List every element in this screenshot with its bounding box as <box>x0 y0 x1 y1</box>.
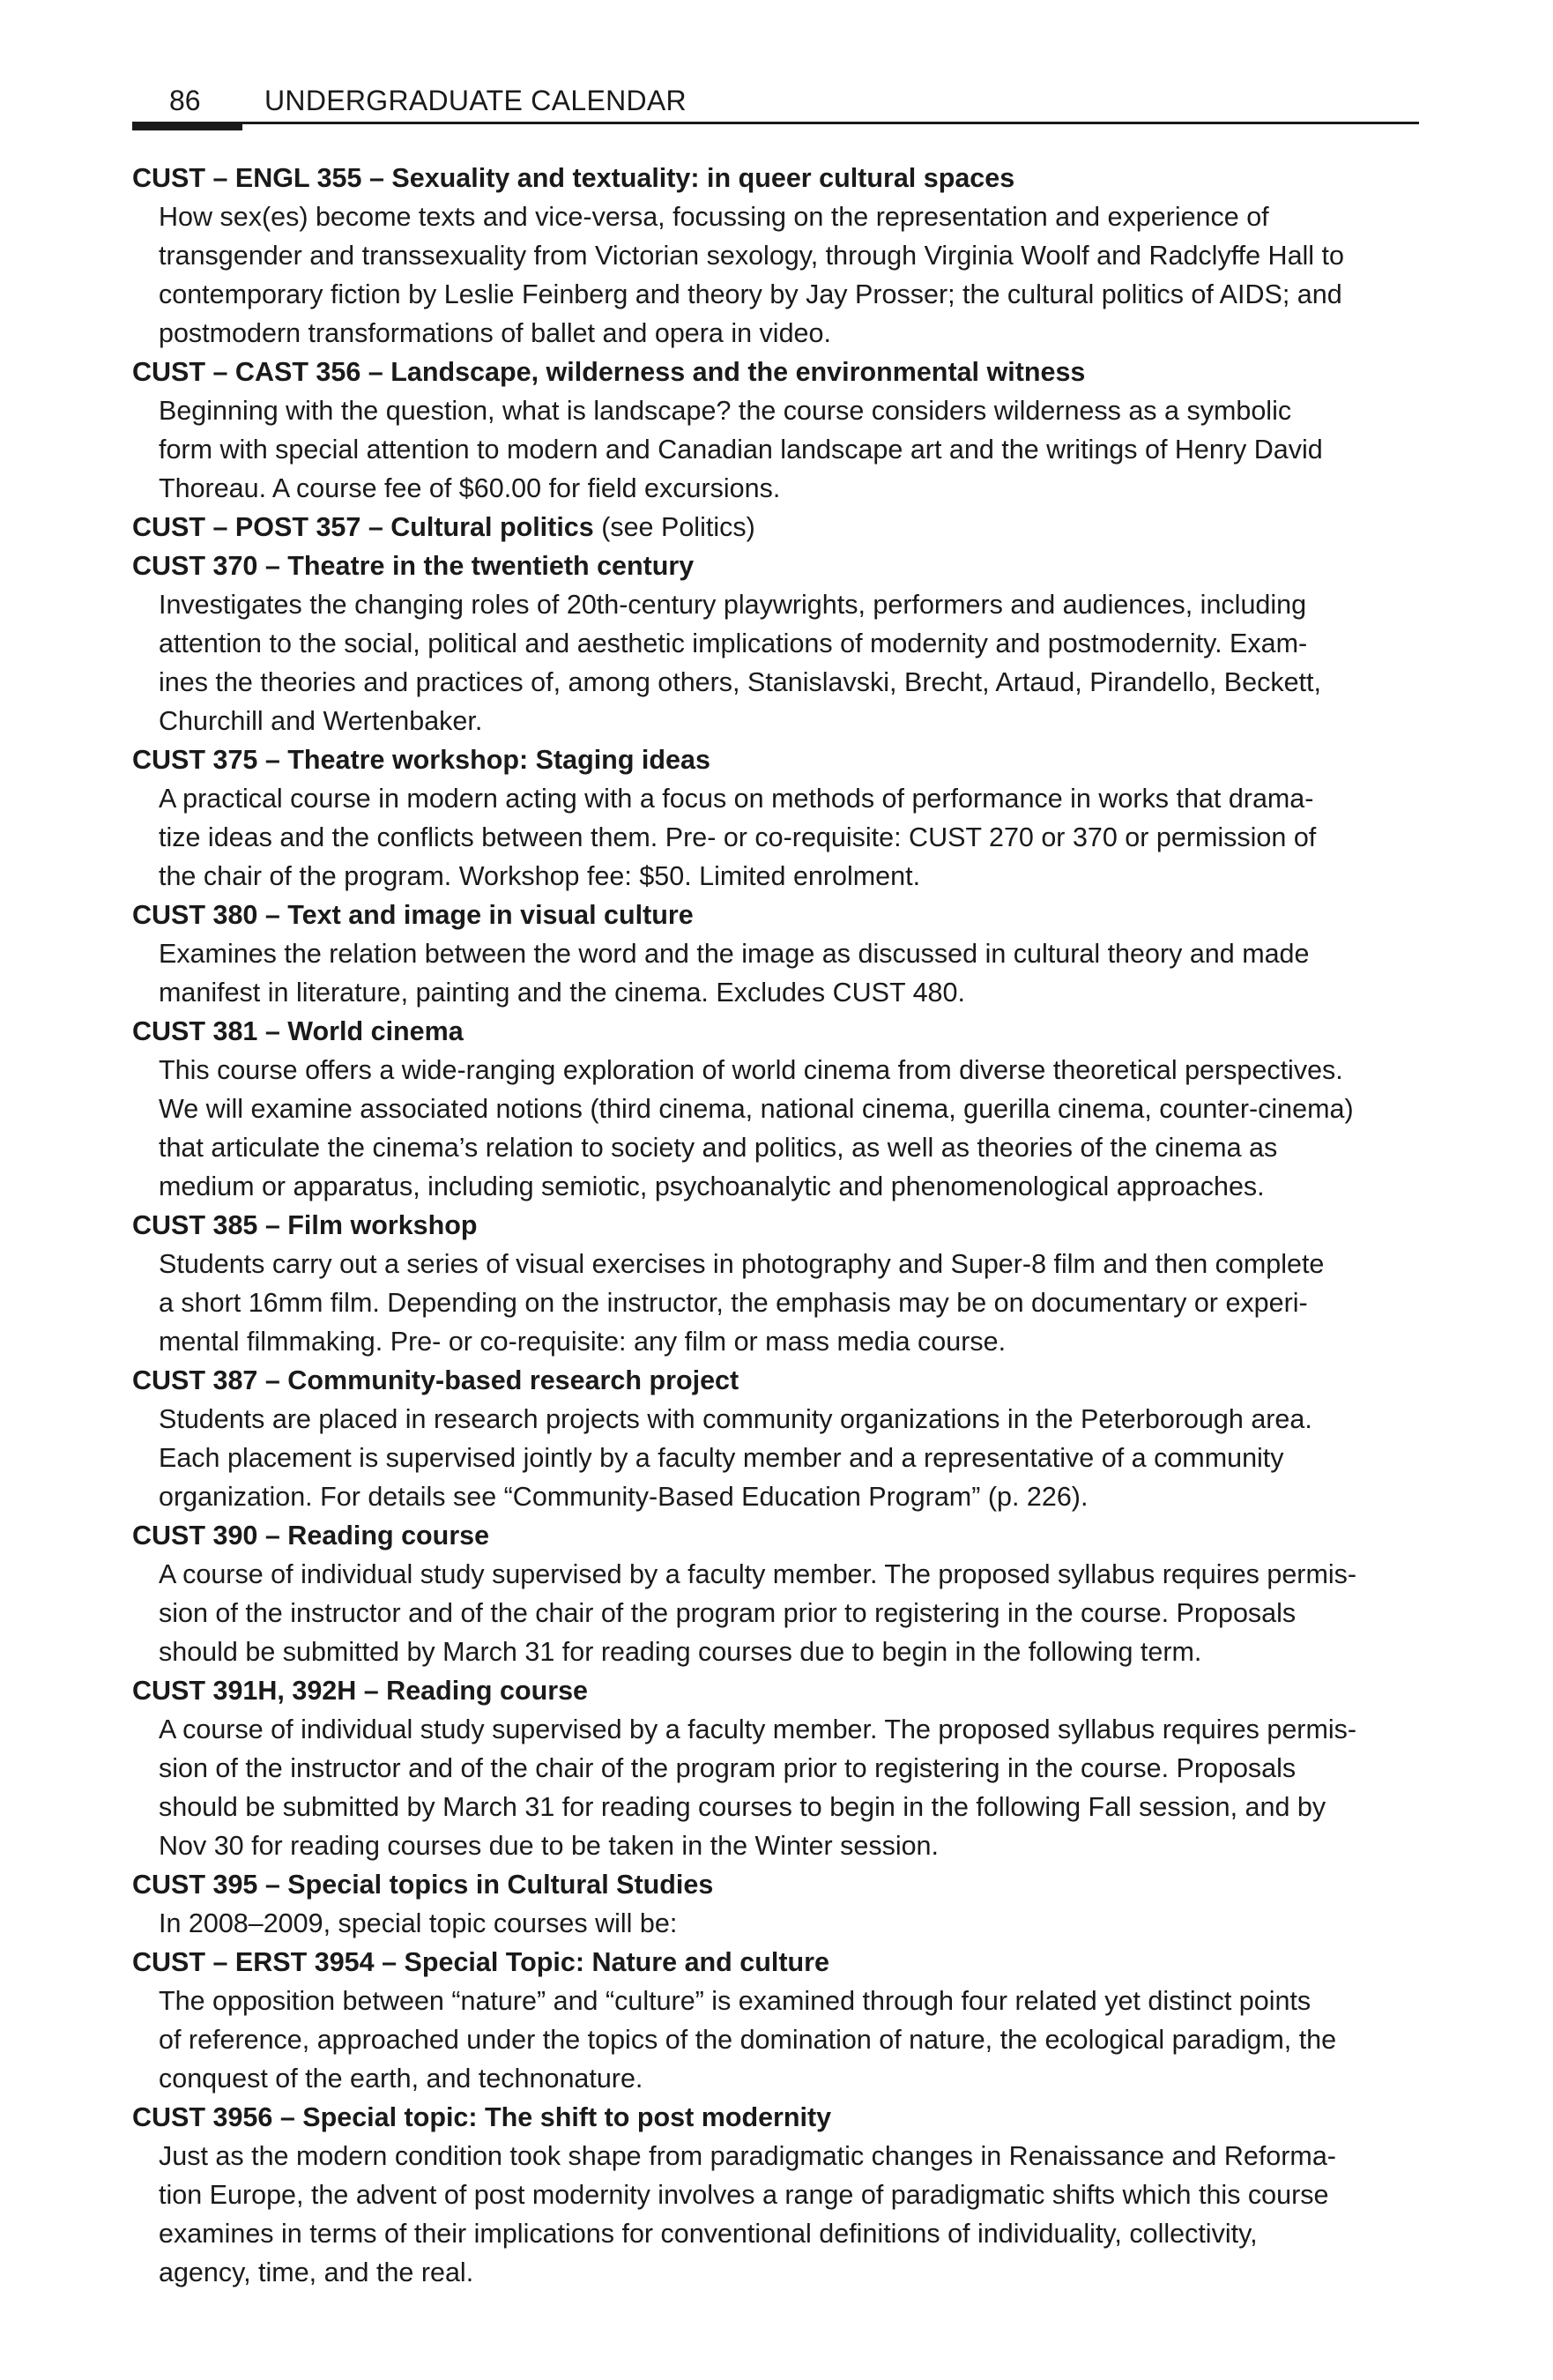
course-title <box>132 508 1421 547</box>
course-description-line: We will examine associated notions (third cinema, national cinema, guerilla cinema, counter-cinema) <box>159 1094 1354 1124</box>
course-description-line: should be submitted by March 31 for reading courses to begin in the following Fall session, and by <box>159 1792 1326 1822</box>
course-title <box>132 1361 1421 1400</box>
course-description-line: agency, time, and the real. <box>159 2257 474 2287</box>
course-description-line: Just as the modern condition took shape from paradigmatic changes in Renaissance and Reforma- <box>159 2141 1336 2171</box>
course-description-line: ines the theories and practices of, among others, Stanislavski, Brecht, Artaud, Pirandello, Beckett, <box>159 667 1321 697</box>
course-entry <box>132 1361 1421 1516</box>
course-entry <box>132 1943 1421 2098</box>
course-description-line: examines in terms of their implications for conventional definitions of individuality, collectivity, <box>159 2219 1258 2249</box>
course-title-text: CUST – ERST 3954 – Special Topic: Nature and culture <box>132 1947 829 1977</box>
running-title: UNDERGRADUATE CALENDAR <box>264 85 687 116</box>
course-description-line: Examines the relation between the word and the image as discussed in cultural theory and made <box>159 939 1310 969</box>
course-title-text: CUST 375 – Theatre workshop: Staging ideas <box>132 745 710 775</box>
course-title-text: CUST 391H, 392H – Reading course <box>132 1676 588 1706</box>
course-title-text: CUST 3956 – Special topic: The shift to post modernity <box>132 2102 832 2132</box>
course-title <box>132 547 1421 585</box>
course-entry <box>132 353 1421 508</box>
course-title <box>132 1012 1421 1051</box>
course-title-text: CUST 370 – Theatre in the twentieth century <box>132 551 695 581</box>
course-description-line: postmodern transformations of ballet and opera in video. <box>159 318 831 348</box>
course-title <box>132 740 1421 779</box>
course-description-line: the chair of the program. Workshop fee: $50. Limited enrolment. <box>159 861 921 891</box>
course-cross-reference: (see Politics) <box>593 512 755 542</box>
course-description-line: transgender and transsexuality from Victorian sexology, through Virginia Woolf and Radclyffe Hall to <box>159 241 1344 271</box>
course-description-line: Students carry out a series of visual exercises in photography and Super-8 film and then complete <box>159 1249 1325 1279</box>
course-title <box>132 1516 1421 1555</box>
course-title-text: CUST – CAST 356 – Landscape, wilderness and the environmental witness <box>132 357 1086 387</box>
course-description-line: sion of the instructor and of the chair of the program prior to registering in the course. Proposals <box>159 1753 1297 1783</box>
course-description-line: A course of individual study supervised by a faculty member. The proposed syllabus requires permis- <box>159 1714 1357 1744</box>
page-number: 86 <box>169 85 201 116</box>
course-entry <box>132 740 1421 896</box>
course-entry <box>132 508 1421 547</box>
course-description-line: conquest of the earth, and technonature. <box>159 2064 643 2094</box>
course-title <box>132 1206 1421 1245</box>
course-entry <box>132 1516 1421 1671</box>
course-entry <box>132 547 1421 740</box>
course-title-text: CUST 381 – World cinema <box>132 1016 464 1046</box>
course-description-line: Thoreau. A course fee of $60.00 for field excursions. <box>159 473 781 503</box>
course-description-line: tize ideas and the conflicts between them. Pre- or co-requisite: CUST 270 or 370 or permission of <box>159 822 1317 852</box>
course-entry <box>132 896 1421 1012</box>
course-title <box>132 159 1421 197</box>
course-description-line: attention to the social, political and aesthetic implications of modernity and postmodernity. Exam- <box>159 628 1308 658</box>
course-description-line: mental filmmaking. Pre- or co-requisite: any film or mass media course. <box>159 1327 1007 1357</box>
course-entry <box>132 1206 1421 1361</box>
course-description-line: Students are placed in research projects with community organizations in the Peterborough area. <box>159 1404 1312 1434</box>
course-description-line: that articulate the cinema’s relation to society and politics, as well as theories of the cinema as <box>159 1133 1278 1163</box>
course-title-text: CUST 390 – Reading course <box>132 1521 490 1551</box>
course-description-line: A course of individual study supervised by a faculty member. The proposed syllabus requires permis- <box>159 1559 1357 1589</box>
course-title-text: CUST 387 – Community-based research project <box>132 1365 739 1395</box>
header-tab-mark <box>132 122 242 130</box>
course-description-line: sion of the instructor and of the chair of the program prior to registering in the course. Proposals <box>159 1598 1297 1628</box>
course-description-line: medium or apparatus, including semiotic, psychoanalytic and phenomenological approaches. <box>159 1171 1265 1201</box>
header-rule <box>132 122 1419 124</box>
course-description-line: Beginning with the question, what is landscape? the course considers wilderness as a symbolic <box>159 396 1292 426</box>
course-title-text: CUST 380 – Text and image in visual culture <box>132 900 694 930</box>
course-title <box>132 896 1421 934</box>
course-title <box>132 1865 1421 1904</box>
course-entry <box>132 1012 1421 1206</box>
course-title-text: CUST 395 – Special topics in Cultural Studies <box>132 1870 714 1900</box>
course-description-line: manifest in literature, painting and the cinema. Excludes CUST 480. <box>159 978 965 1008</box>
course-title <box>132 353 1421 391</box>
course-entry <box>132 159 1421 353</box>
course-description-line: contemporary fiction by Leslie Feinberg and theory by Jay Prosser; the cultural politics of AIDS; and <box>159 279 1342 309</box>
course-entry <box>132 1671 1421 1865</box>
course-description-line: How sex(es) become texts and vice-versa, focussing on the representation and experience of <box>159 202 1269 232</box>
course-description-line: In 2008–2009, special topic courses will be: <box>159 1908 678 1938</box>
course-entry <box>132 1865 1421 1943</box>
course-description-line: organization. For details see “Community-Based Education Program” (p. 226). <box>159 1482 1089 1512</box>
course-description-line: A practical course in modern acting with a focus on methods of performance in works that drama- <box>159 784 1314 814</box>
course-title-text: CUST – POST 357 – Cultural politics <box>132 512 594 542</box>
course-entry <box>132 2098 1421 2292</box>
course-description-line: Each placement is supervised jointly by a faculty member and a representative of a community <box>159 1443 1284 1473</box>
course-description-line: form with special attention to modern and Canadian landscape art and the writings of Henry David <box>159 435 1323 465</box>
course-description-line: Investigates the changing roles of 20th-century playwrights, performers and audiences, including <box>159 590 1307 620</box>
page-header <box>132 83 1419 136</box>
course-description-line: Nov 30 for reading courses due to be taken in the Winter session. <box>159 1831 939 1861</box>
course-description-line: This course offers a wide-ranging exploration of world cinema from diverse theoretical perspectives. <box>159 1055 1343 1085</box>
course-title-text: CUST – ENGL 355 – Sexuality and textuality: in queer cultural spaces <box>132 163 1015 193</box>
course-title <box>132 1943 1421 1982</box>
course-title <box>132 1671 1421 1710</box>
course-title <box>132 2098 1421 2137</box>
course-description-line: a short 16mm film. Depending on the instructor, the emphasis may be on documentary or experi- <box>159 1288 1308 1318</box>
course-listing <box>132 159 1421 2292</box>
course-description-line: of reference, approached under the topics of the domination of nature, the ecological paradigm, the <box>159 2025 1337 2055</box>
course-description-line: should be submitted by March 31 for reading courses due to begin in the following term. <box>159 1637 1202 1667</box>
course-description-line: tion Europe, the advent of post modernity involves a range of paradigmatic shifts which this course <box>159 2180 1329 2210</box>
course-description-line: The opposition between “nature” and “culture” is examined through four related yet distinct points <box>159 1986 1312 2016</box>
course-description-line: Churchill and Wertenbaker. <box>159 706 483 736</box>
course-title-text: CUST 385 – Film workshop <box>132 1210 478 1240</box>
